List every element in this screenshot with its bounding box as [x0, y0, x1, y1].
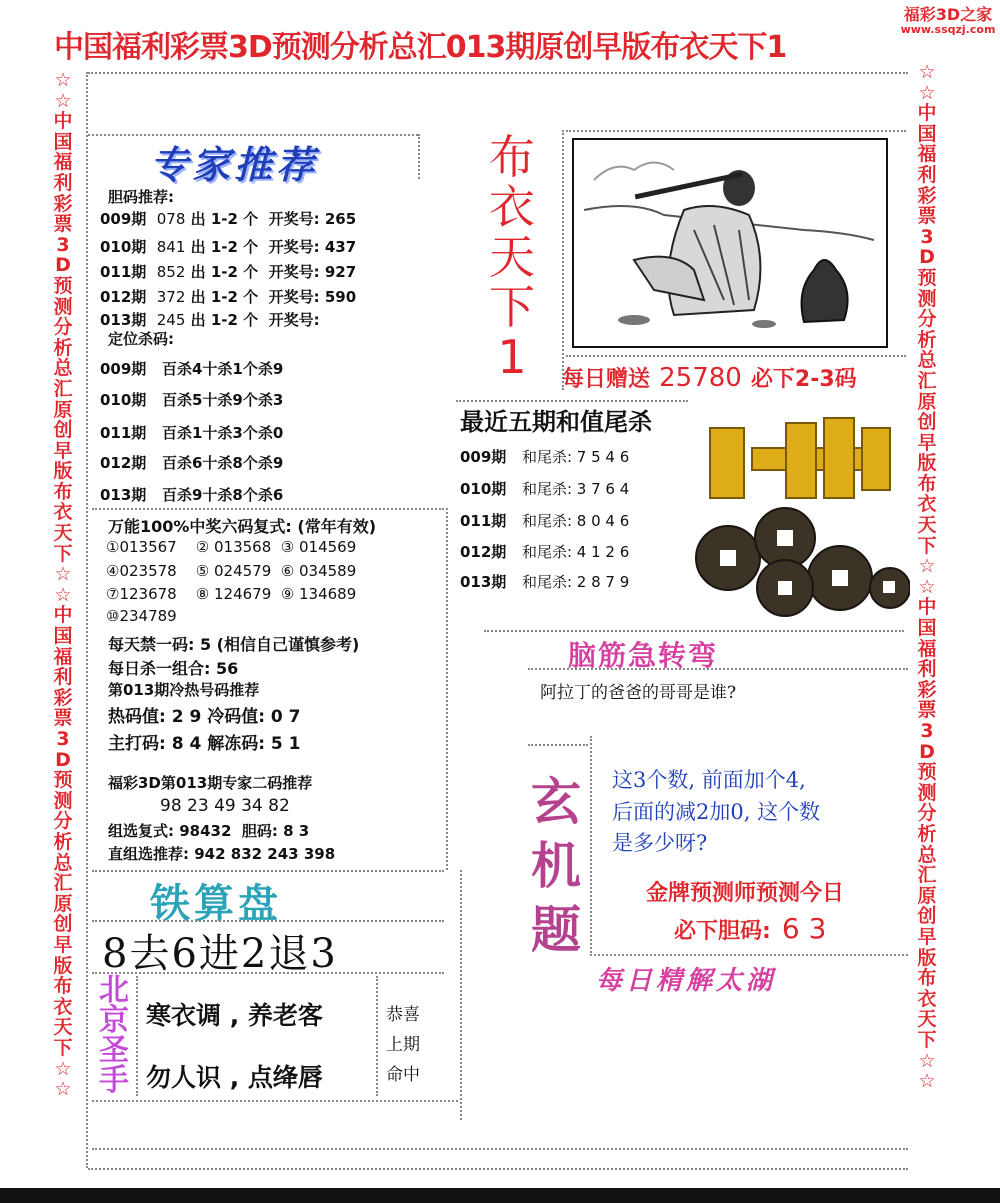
kill-row: 013期 百杀9十杀8个杀6	[100, 486, 284, 504]
gold-coins-illustration	[690, 408, 910, 618]
bottom-border	[0, 1188, 1000, 1203]
sum-tail-row: 011期 和尾杀: 8 0 4 6	[460, 512, 630, 530]
right-side-text: ☆☆中国福利彩票3D预测分析总汇原创早版布衣天下☆☆中国福利彩票3D预测分析总汇原创早版布衣天下☆☆	[917, 62, 937, 1093]
mystery-vertical-title: 玄机题	[531, 773, 581, 959]
site-logo[interactable]	[896, 2, 1000, 36]
daily-gift	[562, 362, 857, 393]
kill-row: 011期 百杀1十杀3个杀0	[100, 424, 284, 442]
group-code: 组选复式: 98432 胆码: 8 3	[108, 822, 310, 840]
congrats-line: 命中	[386, 1065, 420, 1085]
kill-row: 009期 百杀4十杀1个杀9	[100, 360, 284, 378]
beijing-line-1: 寒衣调 , 养老客	[146, 1001, 323, 1030]
two-code-nums: 98 23 49 34 82	[160, 796, 290, 816]
abacus-title: 铁算盘	[150, 881, 282, 927]
flute-player-illustration	[572, 138, 888, 348]
dan-row: 013期 245 出 1-2 个 开奖号:	[100, 311, 320, 329]
dan-label: 胆码推荐:	[108, 188, 174, 206]
two-code-title: 福彩3D第013期专家二码推荐	[108, 774, 313, 792]
six-title: 万能100%中奖六码复式: (常年有效)	[108, 517, 377, 536]
hotcold-title: 第013期冷热号码推荐	[108, 681, 260, 699]
daily-gift-number: 25780	[659, 363, 742, 393]
riddle-title: 脑筋急转弯	[568, 639, 719, 672]
must-dan-value: 6 3	[781, 912, 827, 945]
main-thaw-values: 主打码: 8 4 解冻码: 5 1	[108, 734, 301, 754]
daily-gift-label: 每日赠送	[562, 367, 651, 392]
buyi-vertical-title: 布衣天下1	[489, 130, 535, 384]
beijing-vertical-title: 北京圣手	[99, 973, 129, 1098]
hot-cold-values: 热码值: 2 9 冷码值: 0 7	[108, 707, 301, 727]
logo-text: 福彩3D之家	[903, 5, 993, 24]
kill-row: 012期 百杀6十杀8个杀9	[100, 454, 284, 472]
congrats-line: 上期	[386, 1035, 420, 1055]
dan-row: 010期 841 出 1-2 个 开奖号: 437	[100, 238, 357, 256]
sum-tail-title: 最近五期和值尾杀	[460, 407, 652, 436]
six-row: ⑩234789	[106, 607, 177, 625]
daily-gift-suffix: 必下2-3码	[750, 367, 857, 392]
logo-url: www.ssqzj.com	[900, 23, 996, 36]
page-title: 中国福利彩票3D预测分析总汇013期原创早版布衣天下1	[54, 30, 787, 65]
sum-tail-row: 010期 和尾杀: 3 7 6 4	[460, 480, 630, 498]
mystery-line-1: 这3个数, 前面加个4,	[612, 768, 806, 792]
sum-tail-row: 009期 和尾杀: 7 5 4 6	[460, 448, 630, 466]
dan-row: 009期 078 出 1-2 个 开奖号: 265	[100, 210, 357, 228]
kill-combo: 每日杀一组合: 56	[108, 659, 239, 678]
sum-tail-row: 012期 和尾杀: 4 1 2 6	[460, 543, 630, 561]
dan-row: 011期 852 出 1-2 个 开奖号: 927	[100, 263, 357, 281]
mystery-line-2: 后面的减2加0, 这个数	[612, 800, 821, 824]
six-row: ④023578 ⑤ 024579 ⑥ 034589	[106, 562, 357, 580]
congrats-block	[386, 1000, 446, 1090]
left-side-text: ☆☆中国福利彩票3D预测分析总汇原创早版布衣天下☆☆中国福利彩票3D预测分析总汇原创早版布衣天下☆☆	[53, 70, 73, 1101]
congrats-line: 恭喜	[386, 1005, 420, 1025]
kill-row: 010期 百杀5十杀9个杀3	[100, 391, 284, 409]
expert-title: 专家推荐	[150, 143, 319, 187]
abacus-line: 8去6进2退3	[102, 931, 338, 977]
ban-one: 每天禁一码: 5 (相信自己谨慎参考)	[108, 635, 360, 654]
sum-tail-row: 013期 和尾杀: 2 8 7 9	[460, 573, 630, 591]
direct-code: 直组选推荐: 942 832 243 398	[108, 845, 336, 863]
mystery-line-3: 是多少呀?	[612, 831, 708, 855]
taihu-title: 每日精解太湖	[596, 966, 777, 996]
riddle-question: 阿拉丁的爸爸的哥哥是谁?	[540, 683, 737, 703]
must-dan	[674, 912, 826, 945]
beijing-line-2: 勿人识 , 点绛唇	[146, 1063, 323, 1092]
six-row: ①013567 ② 013568 ③ 014569	[106, 538, 357, 556]
must-dan-label: 必下胆码:	[674, 919, 771, 944]
gold-predictor-line: 金牌预测师预测今日	[646, 881, 845, 906]
dan-row: 012期 372 出 1-2 个 开奖号: 590	[100, 288, 357, 306]
six-row: ⑦123678 ⑧ 124679 ⑨ 134689	[106, 585, 357, 603]
kill-label: 定位杀码:	[108, 330, 174, 348]
